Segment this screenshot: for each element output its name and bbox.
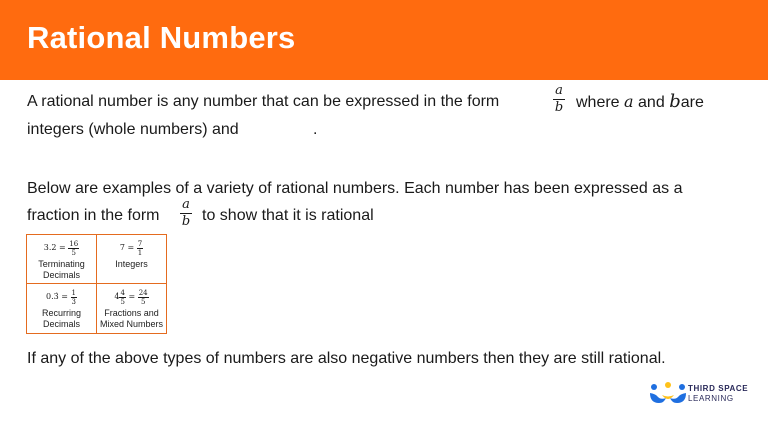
equation bbox=[97, 286, 166, 308]
equals-sign: = bbox=[128, 292, 136, 301]
cell-label: Terminating bbox=[38, 259, 85, 269]
fraction-numerator: 24 bbox=[138, 288, 148, 297]
examples-table bbox=[26, 234, 167, 334]
intro-where: where bbox=[576, 94, 620, 111]
third-space-learning-logo-icon bbox=[648, 381, 688, 405]
examples-text: Below are examples of a variety of rational numbers. Each number has been expressed as a bbox=[27, 180, 683, 197]
logo-dot-blue-right bbox=[679, 384, 685, 390]
examples-line-1 bbox=[27, 179, 682, 199]
cell-integers bbox=[97, 235, 166, 284]
variable-b: b bbox=[669, 91, 681, 112]
fraction-a-over-b-2 bbox=[180, 198, 192, 229]
fraction-numerator: 1 bbox=[71, 288, 76, 297]
equation bbox=[27, 237, 96, 259]
fraction-denominator: 5 bbox=[71, 248, 76, 257]
intro-line-2 bbox=[27, 120, 239, 140]
equation bbox=[97, 237, 166, 259]
intro-line-2-end bbox=[313, 120, 317, 140]
cell-label: Integers bbox=[115, 259, 148, 269]
footer-text: If any of the above types of numbers are also negative numbers then they are still rational. bbox=[27, 350, 666, 367]
equation-fraction bbox=[137, 240, 143, 257]
fraction-denominator: 3 bbox=[71, 297, 76, 306]
logo-text-line-1: THIRD SPACE bbox=[688, 384, 749, 393]
intro-period: . bbox=[313, 121, 318, 138]
equation-fraction bbox=[68, 240, 79, 257]
fraction-denominator: 1 bbox=[137, 248, 143, 257]
logo-smile-center bbox=[662, 395, 674, 399]
intro-are: are bbox=[680, 94, 704, 111]
intro-line-2-text: integers (whole numbers) and bbox=[27, 121, 239, 138]
logo-dot-blue-left bbox=[651, 384, 657, 390]
fraction-numerator: 16 bbox=[69, 239, 79, 248]
fraction-denominator: 5 bbox=[120, 297, 125, 306]
page-title: Rational Numbers bbox=[27, 20, 296, 55]
cell-label: Fractions and bbox=[104, 308, 159, 318]
cell-terminating-decimals bbox=[27, 235, 97, 284]
cell-fractions-mixed-numbers bbox=[97, 284, 166, 333]
title-banner bbox=[0, 0, 768, 80]
examples-text-2: fraction in the form bbox=[27, 207, 160, 224]
logo-dot-yellow bbox=[665, 382, 671, 388]
fraction-denominator: b bbox=[554, 100, 564, 115]
mixed-fraction bbox=[119, 289, 125, 306]
examples-line-2 bbox=[27, 206, 160, 226]
fraction-denominator: 5 bbox=[140, 297, 146, 306]
logo-smile-right bbox=[670, 393, 686, 403]
fraction-numerator: a bbox=[555, 83, 563, 98]
fraction-a-over-b bbox=[553, 84, 565, 115]
equation-lhs: 4 bbox=[114, 292, 120, 301]
variable-a: a bbox=[624, 92, 634, 111]
equation-fraction bbox=[71, 289, 77, 306]
cell-label: Recurring bbox=[41, 308, 81, 318]
cell-label: Decimals bbox=[42, 270, 80, 280]
intro-text: A rational number is any number that can be expressed in the form bbox=[27, 93, 500, 110]
fraction-numerator: 7 bbox=[137, 239, 143, 248]
equation bbox=[27, 286, 96, 308]
intro-line-1 bbox=[27, 92, 499, 112]
logo-smile-left bbox=[650, 393, 666, 403]
examples-text-3: to show that it is rational bbox=[202, 207, 374, 224]
fraction-denominator: b bbox=[181, 214, 191, 229]
equation-fraction bbox=[138, 289, 149, 306]
examples-line-2-end bbox=[202, 206, 374, 226]
equation-lhs: 7 = bbox=[119, 243, 135, 252]
cell-recurring-decimals bbox=[27, 284, 97, 333]
intro-and: and bbox=[638, 94, 665, 111]
logo-text-line-2: LEARNING bbox=[688, 394, 734, 403]
equation-lhs: 3.2 = bbox=[43, 243, 66, 252]
fraction-numerator: 4 bbox=[120, 288, 125, 297]
cell-label: Decimals bbox=[42, 319, 80, 329]
cell-label: Mixed Numbers bbox=[99, 319, 164, 329]
equation-lhs: 0.3̇ = bbox=[46, 292, 68, 301]
footer-note bbox=[27, 349, 666, 369]
fraction-numerator: a bbox=[182, 197, 190, 212]
intro-line-1-end bbox=[576, 92, 704, 113]
